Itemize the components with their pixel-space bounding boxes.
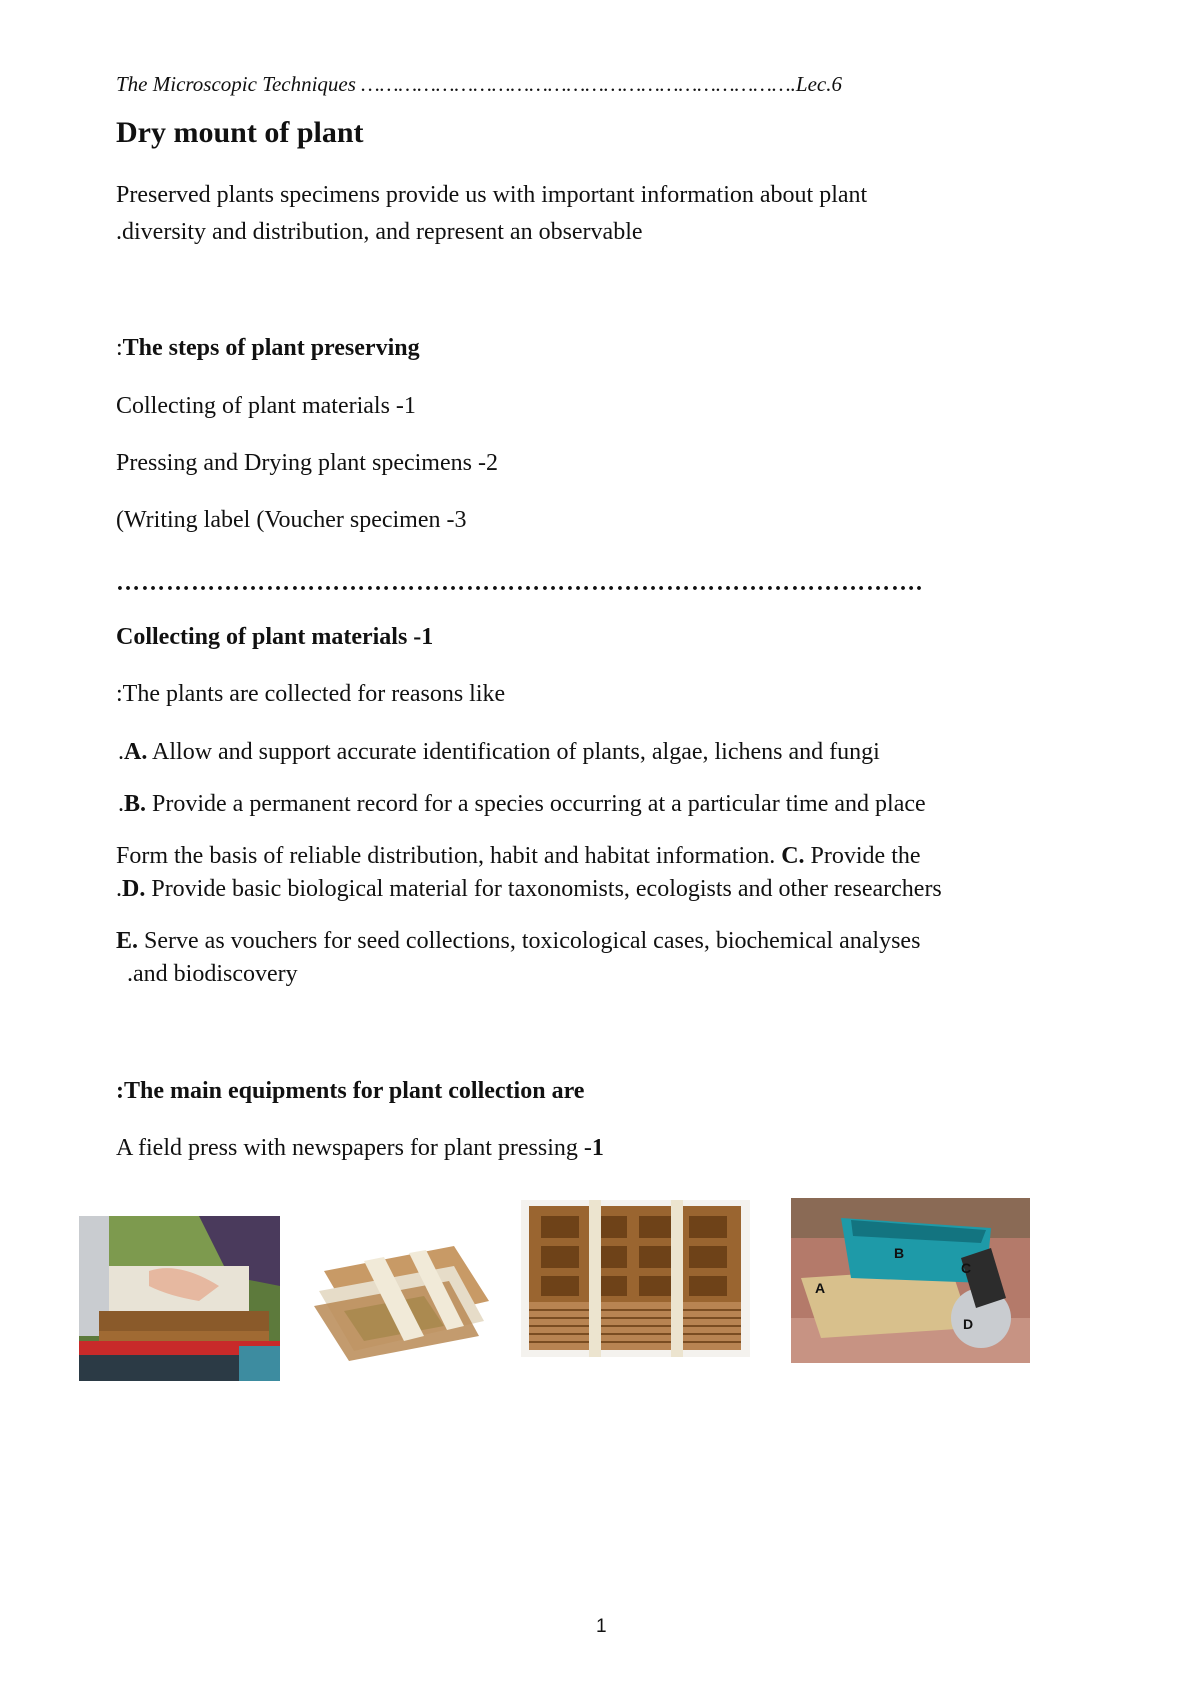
steps-heading-text: The steps of plant preserving (122, 335, 420, 361)
photo-label-d: D (963, 1316, 974, 1332)
reason-a-pre: . (118, 739, 124, 765)
reason-b (118, 791, 926, 818)
field-press-photo-3 (521, 1200, 750, 1357)
separator-dots: ……………………………………………………………………………………. (116, 570, 923, 596)
reason-a-letter: A. (124, 739, 148, 765)
page-number: 1 (596, 1616, 607, 1637)
step-item-2: Pressing and Drying plant specimens -2 (116, 450, 498, 476)
reason-d-text: Provide basic biological material for taxonomists, ecologists and other researchers (145, 876, 942, 902)
photo-label-a: A (815, 1280, 826, 1296)
collecting-subheading: :The plants are collected for reasons like (116, 681, 506, 707)
equipment-item-1-text: A field press with newspapers for plant pressing - (116, 1135, 592, 1161)
reason-b-pre: . (118, 791, 124, 817)
collecting-heading-num: 1 (421, 624, 434, 650)
header-dots: ……………………………………………………………. (355, 72, 796, 96)
steps-heading-prefix: : (116, 335, 123, 361)
field-press-photo-2 (304, 1231, 496, 1366)
photo-label-b: B (894, 1245, 905, 1261)
reason-d-pre: . (116, 876, 122, 902)
reason-e (116, 928, 920, 955)
header-course: The Microscopic Techniques (116, 72, 356, 96)
reason-c (116, 843, 921, 870)
reason-b-letter: B. (124, 791, 147, 817)
intro-line-1: Preserved plants specimens provide us with important information about plant (116, 182, 868, 208)
running-header (116, 72, 842, 97)
equipment-labeled-photo (791, 1198, 1030, 1363)
reason-e-line-2: .and biodiscovery (127, 961, 298, 987)
reason-a (118, 739, 880, 766)
reason-c-after: Provide the (804, 843, 921, 869)
intro-line-2: .diversity and distribution, and represent an observable (116, 219, 643, 245)
reason-e-text: Serve as vouchers for seed collections, toxicological cases, biochemical analyses (138, 928, 921, 954)
photo-label-c: C (961, 1260, 972, 1276)
equipment-item-1-num: 1 (591, 1135, 604, 1161)
page-title: Dry mount of plant (116, 116, 364, 149)
reason-e-letter: E. (116, 928, 139, 954)
step-item-3: (Writing label (Voucher specimen -3 (116, 507, 467, 533)
collecting-heading (116, 624, 433, 651)
reason-c-letter: C. (781, 843, 805, 869)
reason-a-text: Allow and support accurate identification of plants, algae, lichens and fungi (147, 739, 880, 765)
reason-d (116, 876, 942, 903)
equipment-item-1 (116, 1135, 604, 1162)
reason-d-letter: D. (122, 876, 146, 902)
reason-c-text: Form the basis of reliable distribution, habit and habitat information. (116, 843, 782, 869)
reason-b-text: Provide a permanent record for a species occurring at a particular time and place (146, 791, 926, 817)
field-press-photo-1 (79, 1216, 280, 1381)
header-lecture: Lec.6 (795, 72, 842, 96)
steps-heading (116, 335, 420, 362)
collecting-heading-text: Collecting of plant materials - (116, 624, 422, 650)
step-item-1: Collecting of plant materials -1 (116, 393, 416, 419)
equipment-heading: :The main equipments for plant collection are (116, 1078, 585, 1104)
